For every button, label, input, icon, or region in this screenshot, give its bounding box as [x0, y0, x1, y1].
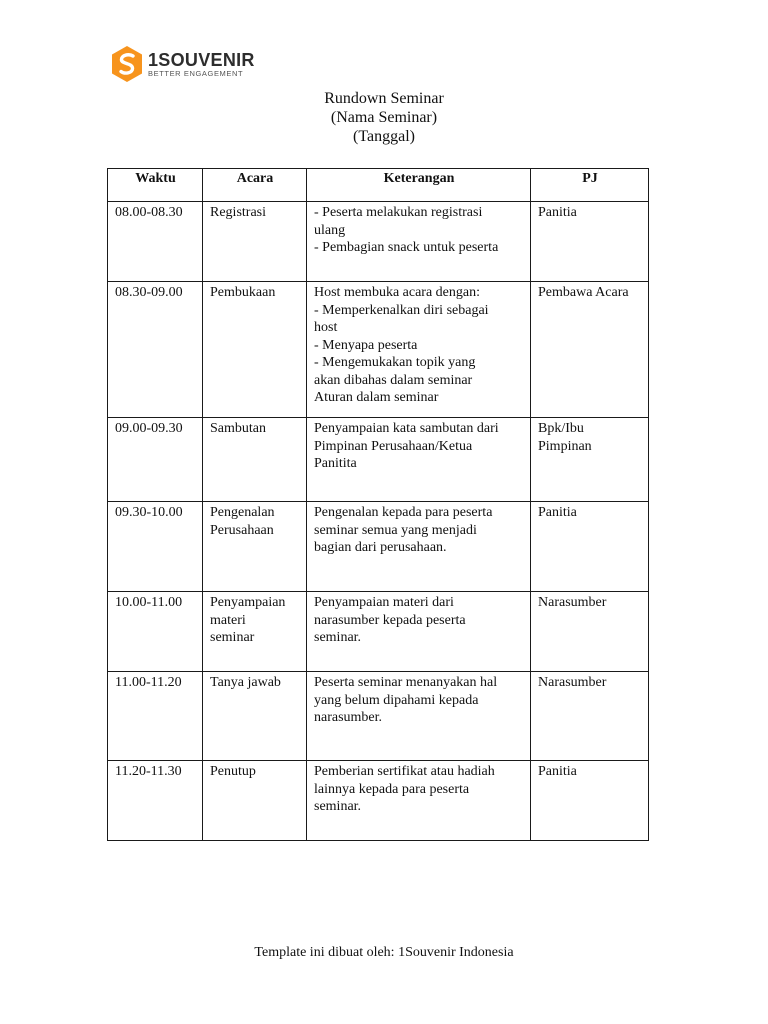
cell-pj: [531, 202, 649, 282]
cell-keterangan: [307, 672, 531, 761]
s-swirl-logo-icon: [110, 45, 144, 83]
cell-acara-line: seminar: [210, 630, 255, 645]
cell-keterangan-line: Pengenalan kepada para peserta: [314, 505, 493, 520]
cell-acara-line: Penyampaian: [210, 595, 286, 610]
cell-keterangan-line: Peserta seminar menanyakan hal: [314, 675, 498, 690]
cell-keterangan-line: - Memperkenalkan diri sebagai: [314, 302, 489, 318]
document-title: [0, 89, 768, 146]
table-row: [108, 592, 649, 672]
cell-keterangan-line: seminar.: [314, 799, 362, 814]
cell-keterangan-line: seminar.: [314, 630, 362, 645]
cell-acara: [203, 761, 307, 841]
cell-keterangan-line: Pemberian sertifikat atau hadiah: [314, 764, 495, 779]
cell-acara: [203, 672, 307, 761]
cell-pj: [531, 761, 649, 841]
cell-keterangan: [307, 592, 531, 672]
cell-pj-line: Panitia: [538, 764, 577, 779]
cell-pj: [531, 672, 649, 761]
cell-acara-line: Pengenalan: [210, 505, 275, 520]
table-row: [108, 502, 649, 592]
title-line-2: (Nama Seminar): [330, 109, 438, 126]
cell-waktu: 08.30-09.00: [108, 282, 203, 418]
cell-pj: [531, 282, 649, 418]
table-row: [108, 202, 649, 282]
cell-pj-line: Panitia: [538, 205, 577, 220]
cell-pj: [531, 418, 649, 502]
cell-keterangan: [307, 418, 531, 502]
cell-pj-line: Pimpinan: [538, 438, 592, 454]
cell-waktu: 09.30-10.00: [108, 502, 203, 592]
cell-keterangan-line: seminar semua yang menjadi: [314, 522, 477, 538]
cell-keterangan-line: lainnya kepada para peserta: [314, 781, 470, 797]
cell-keterangan-line: - Pembagian snack untuk peserta: [314, 240, 499, 255]
header-keterangan: Keterangan: [307, 169, 531, 202]
cell-keterangan-line: ulang: [314, 222, 346, 238]
footer-credit: Template ini dibuat oleh: 1Souvenir Indonesia: [254, 945, 514, 960]
cell-keterangan-line: - Peserta melakukan registrasi: [314, 205, 483, 220]
cell-keterangan-line: narasumber.: [314, 710, 383, 725]
cell-keterangan: [307, 202, 531, 282]
cell-keterangan: [307, 761, 531, 841]
cell-acara: [203, 282, 307, 418]
rundown-table: [107, 168, 649, 841]
cell-acara: [203, 202, 307, 282]
cell-keterangan-line: akan dibahas dalam seminar: [314, 372, 473, 388]
cell-acara-line: Sambutan: [210, 421, 266, 436]
cell-pj-line: Narasumber: [538, 675, 607, 690]
cell-pj-line: Pembawa Acara: [538, 285, 629, 300]
cell-keterangan-line: Pimpinan Perusahaan/Ketua: [314, 438, 473, 454]
cell-waktu: 08.00-08.30: [108, 202, 203, 282]
cell-keterangan-line: narasumber kepada peserta: [314, 612, 466, 628]
header-waktu: Waktu: [108, 169, 203, 202]
cell-acara-line: Registrasi: [210, 205, 266, 220]
cell-acara-line: Penutup: [210, 764, 256, 779]
logo-tagline: BETTER ENGAGEMENT: [148, 68, 244, 78]
cell-keterangan: [307, 502, 531, 592]
cell-keterangan-line: yang belum dipahami kepada: [314, 692, 479, 708]
table-row: [108, 672, 649, 761]
title-line-3: (Tanggal): [353, 128, 415, 145]
cell-waktu: 10.00-11.00: [108, 592, 203, 672]
cell-pj: [531, 502, 649, 592]
cell-keterangan-line: Aturan dalam seminar: [314, 390, 439, 405]
header-pj: PJ: [531, 169, 649, 202]
cell-pj: [531, 592, 649, 672]
table-row: [108, 282, 649, 418]
cell-keterangan-line: Penyampaian materi dari: [314, 595, 454, 610]
cell-pj-line: Panitia: [538, 505, 577, 520]
cell-acara-line: Perusahaan: [210, 522, 274, 538]
cell-acara: [203, 592, 307, 672]
cell-acara-line: materi: [210, 612, 246, 628]
cell-acara: [203, 418, 307, 502]
cell-keterangan-line: bagian dari perusahaan.: [314, 540, 447, 555]
table-row: [108, 418, 649, 502]
cell-acara-line: Pembukaan: [210, 285, 276, 300]
table-row: [108, 761, 649, 841]
cell-keterangan-line: Penyampaian kata sambutan dari: [314, 421, 499, 436]
cell-waktu: 11.00-11.20: [108, 672, 203, 761]
cell-waktu: 11.20-11.30: [108, 761, 203, 841]
header-acara: Acara: [203, 169, 307, 202]
cell-waktu: 09.00-09.30: [108, 418, 203, 502]
cell-keterangan-line: Panitita: [314, 456, 357, 471]
table-header-row: [108, 169, 649, 202]
cell-acara: [203, 502, 307, 592]
cell-acara-line: Tanya jawab: [210, 675, 281, 690]
brand-logo: [110, 44, 255, 84]
cell-pj-line: Narasumber: [538, 595, 607, 610]
cell-keterangan-line: Host membuka acara dengan:: [314, 285, 480, 300]
cell-keterangan: [307, 282, 531, 418]
cell-keterangan-line: - Menyapa peserta: [314, 337, 418, 353]
title-line-1: Rundown Seminar: [324, 90, 444, 107]
logo-name: 1SOUVENIR: [148, 49, 255, 70]
cell-keterangan-line: - Mengemukakan topik yang: [314, 355, 476, 370]
cell-pj-line: Bpk/Ibu: [538, 421, 584, 436]
cell-keterangan-line: host: [314, 320, 338, 335]
